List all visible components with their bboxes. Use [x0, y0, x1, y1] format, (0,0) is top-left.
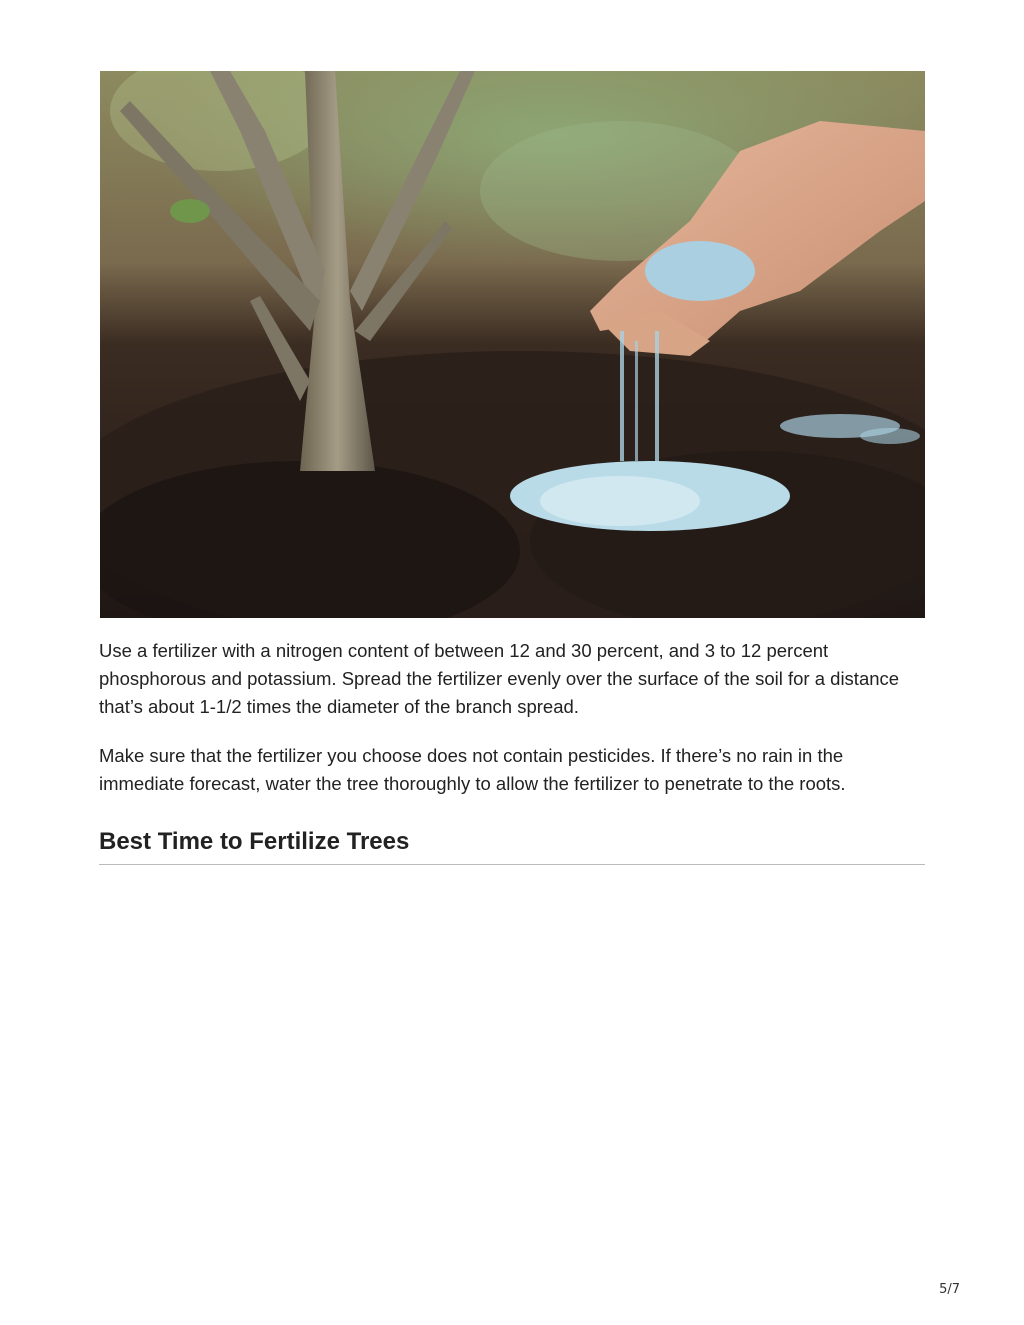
page-number: 5/7: [939, 1282, 960, 1297]
section-heading: Best Time to Fertilize Trees: [99, 828, 410, 855]
article-photo: [100, 71, 925, 618]
paragraph-pesticides-watering: Make sure that the fertilizer you choose does not contain pesticides. If there’s no rain in the immediate forecast, water the tree thoroughly to allow the fertilizer to penetrate to the roots.: [99, 745, 846, 794]
heading-divider: [99, 864, 925, 865]
paragraph-fertilizer-content: Use a fertilizer with a nitrogen content of between 12 and 30 percent, and 3 to 12 percent phosphorous and potassium. Spread the fertilizer evenly over the surface of the soil for a distance that’s about 1-1/2 times the diameter of the branch spread.: [99, 640, 900, 717]
